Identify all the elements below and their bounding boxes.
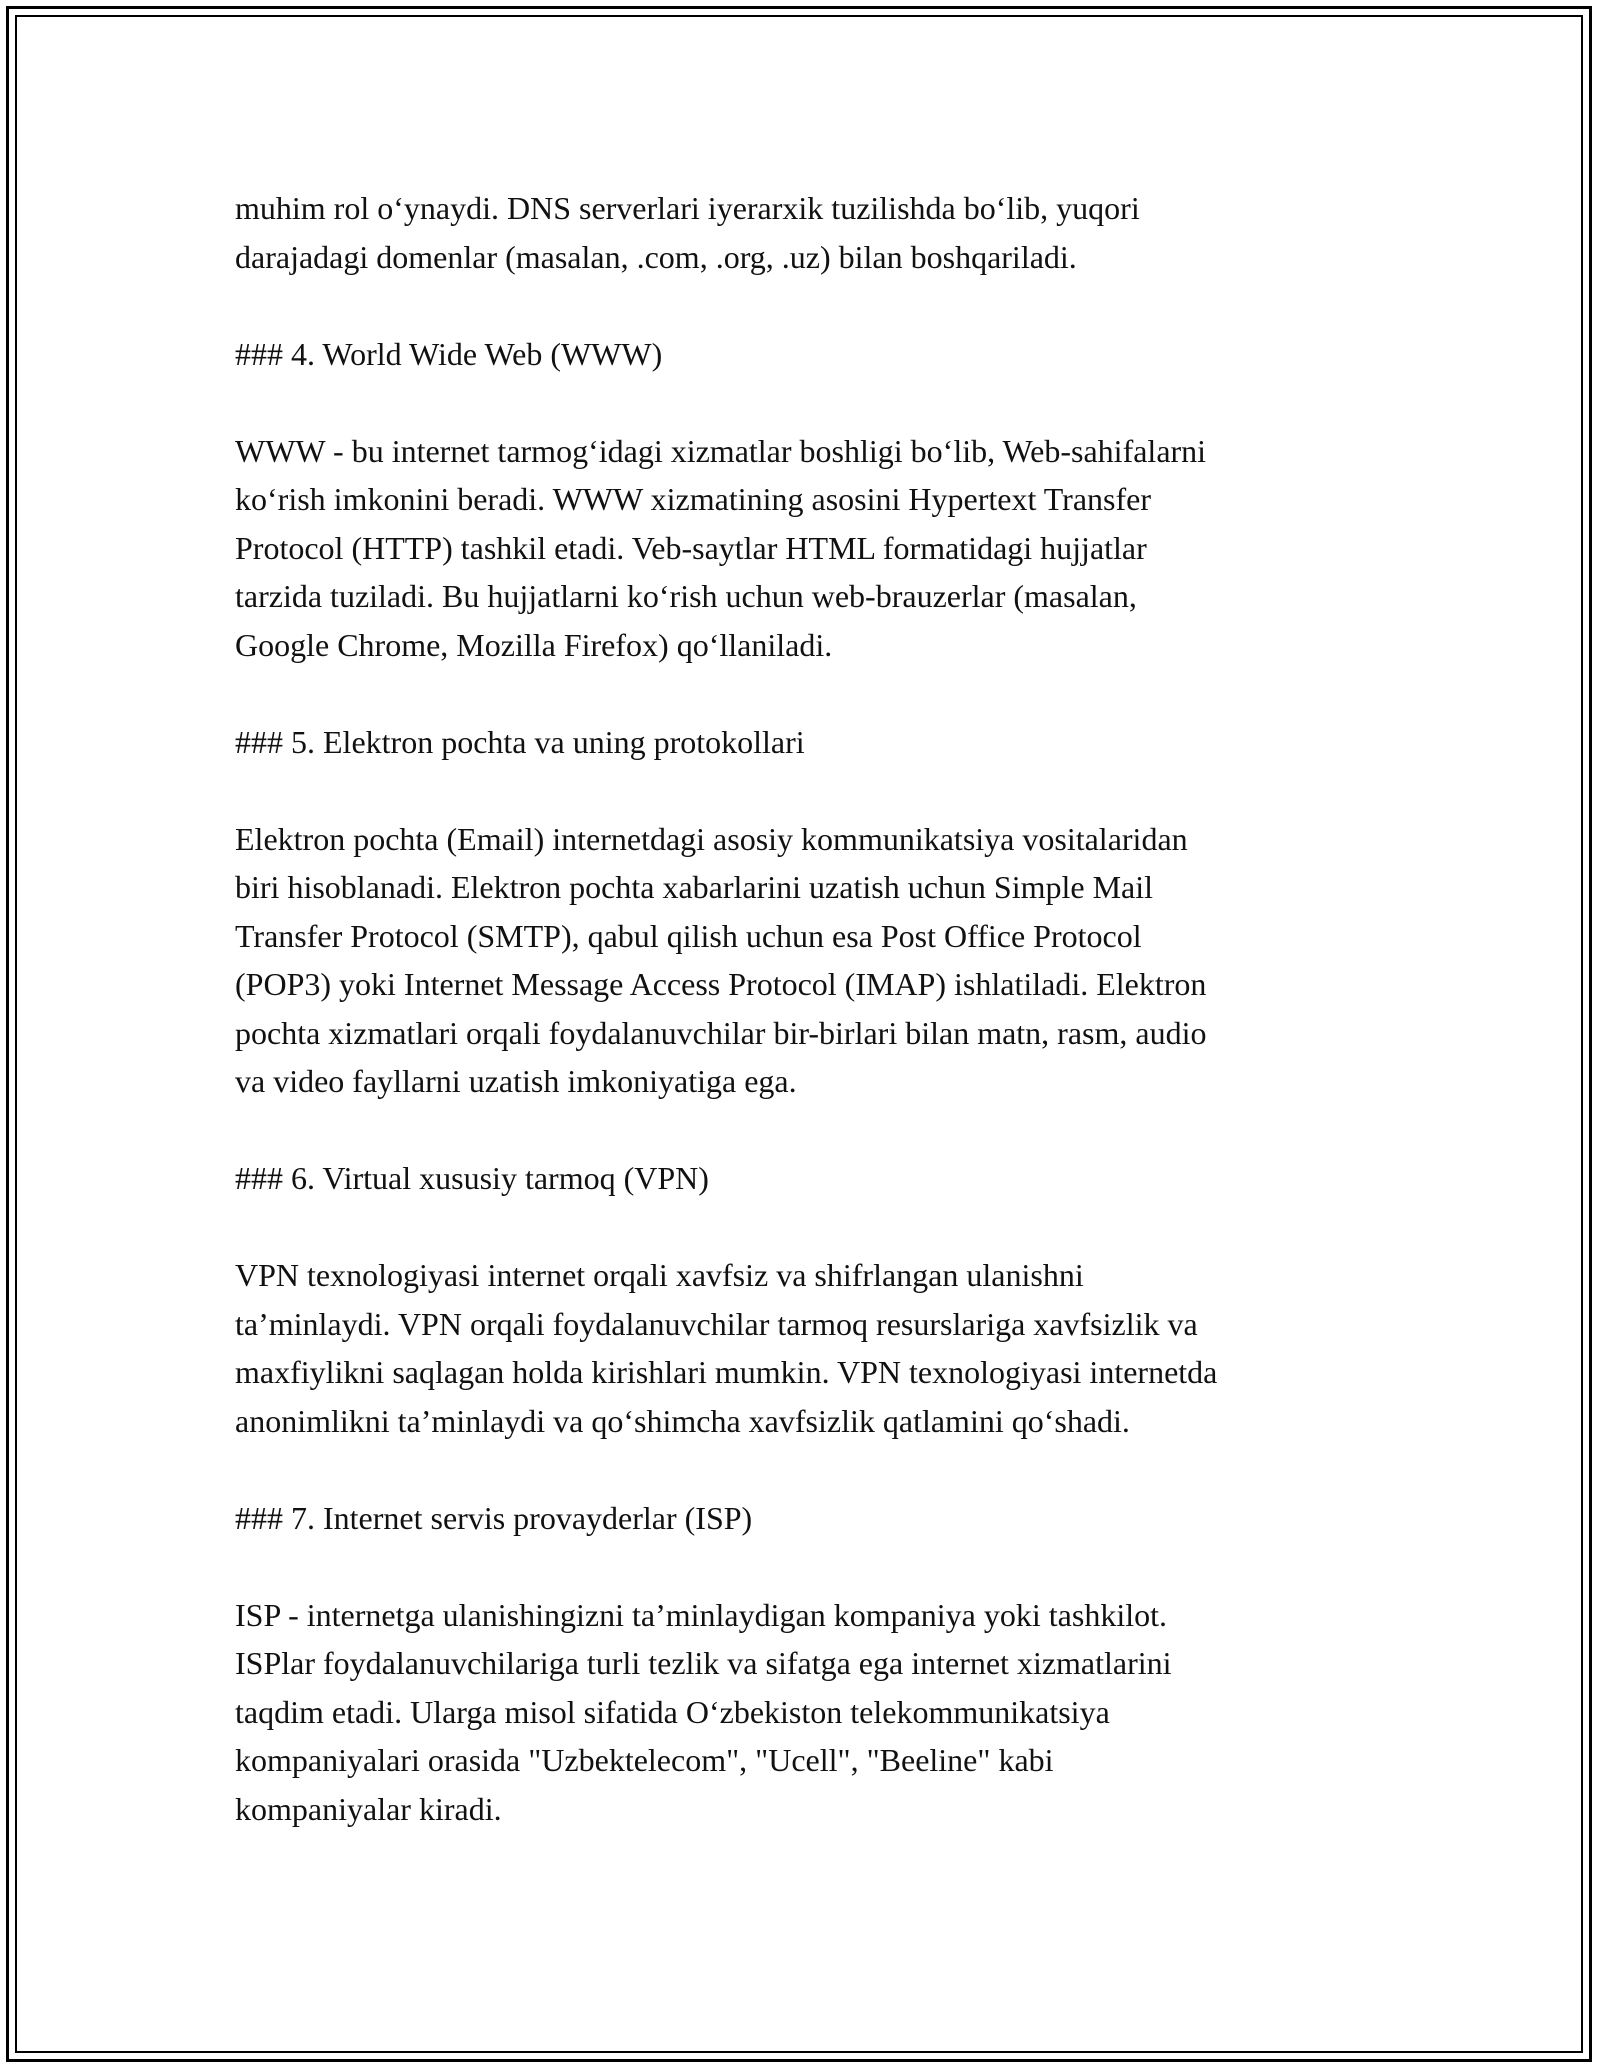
- document-body: [235, 184, 1395, 1833]
- text-line: taqdim etadi. Ularga misol sifatida O‘zbekiston telekommunikatsiya: [235, 1693, 1110, 1730]
- paragraph-vpn: [235, 1251, 1395, 1445]
- heading-world-wide-web: [235, 330, 1395, 379]
- text-line: Protocol (HTTP) tashkil etadi. Veb-saytlar HTML formatidagi hujjatlar: [235, 529, 1147, 566]
- heading-vpn: [235, 1154, 1395, 1203]
- text-line: Elektron pochta (Email) internetdagi asosiy kommunikatsiya vositalaridan: [235, 820, 1188, 857]
- text-line: kompaniyalari orasida "Uzbektelecom", "Ucell", "Beeline" kabi: [235, 1742, 1054, 1778]
- heading-text: ### 7. Internet servis provayderlar (ISP): [235, 1499, 753, 1536]
- heading-text: ### 4. World Wide Web (WWW): [235, 335, 663, 372]
- text-line: biri hisoblanadi. Elektron pochta xabarlarini uzatish uchun Simple Mail: [235, 869, 1153, 905]
- paragraph-www: [235, 427, 1395, 670]
- text-line: ISPlar foydalanuvchilariga turli tezlik va sifatga ega internet xizmatlarini: [235, 1645, 1172, 1681]
- heading-isp: [235, 1494, 1395, 1543]
- text-line: muhim rol o‘ynaydi. DNS serverlari iyerarxik tuzilishda bo‘lib, yuqori: [235, 190, 1140, 226]
- text-line: tarzida tuziladi. Bu hujjatlarni ko‘rish uchun web-brauzerlar (masalan,: [235, 578, 1137, 614]
- text-line: darajadagi domenlar (masalan, .com, .org, .uz) bilan boshqariladi.: [235, 238, 1077, 275]
- text-line: ISP - internetga ulanishingizni ta’minlaydigan kompaniya yoki tashkilot.: [235, 1596, 1167, 1633]
- text-line: WWW - bu internet tarmog‘idagi xizmatlar boshligi bo‘lib, Web-sahifalarni: [235, 432, 1207, 469]
- text-line: pochta xizmatlari orqali foydalanuvchilar bir-birlari bilan matn, rasm, audio: [235, 1014, 1207, 1051]
- heading-text: ### 6. Virtual xususiy tarmoq (VPN): [235, 1160, 709, 1196]
- text-line: kompaniyalar kiradi.: [235, 1790, 502, 1827]
- text-line: va video fayllarni uzatish imkoniyatiga ega.: [235, 1063, 797, 1099]
- heading-text: ### 5. Elektron pochta va uning protokollari: [235, 723, 805, 760]
- paragraph-dns-continued: [235, 184, 1395, 281]
- paragraph-isp: [235, 1591, 1395, 1834]
- text-line: ta’minlaydi. VPN orqali foydalanuvchilar tarmoq resurslariga xavfsizlik va: [235, 1305, 1198, 1342]
- text-line: VPN texnologiyasi internet orqali xavfsiz va shifrlangan ulanishni: [235, 1257, 1084, 1293]
- text-line: anonimlikni ta’minlaydi va qo‘shimcha xavfsizlik qatlamini qo‘shadi.: [235, 1402, 1130, 1439]
- text-line: ko‘rish imkonini beradi. WWW xizmatining asosini Hypertext Transfer: [235, 481, 1151, 517]
- text-line: Transfer Protocol (SMTP), qabul qilish uchun esa Post Office Protocol: [235, 917, 1142, 954]
- text-line: (POP3) yoki Internet Message Access Protocol (IMAP) ishlatiladi. Elektron: [235, 966, 1207, 1002]
- text-line: maxfiylikni saqlagan holda kirishlari mumkin. VPN texnologiyasi internetda: [235, 1354, 1218, 1390]
- heading-email: [235, 718, 1395, 767]
- text-line: Google Chrome, Mozilla Firefox) qo‘llaniladi.: [235, 626, 833, 663]
- paragraph-email: [235, 815, 1395, 1106]
